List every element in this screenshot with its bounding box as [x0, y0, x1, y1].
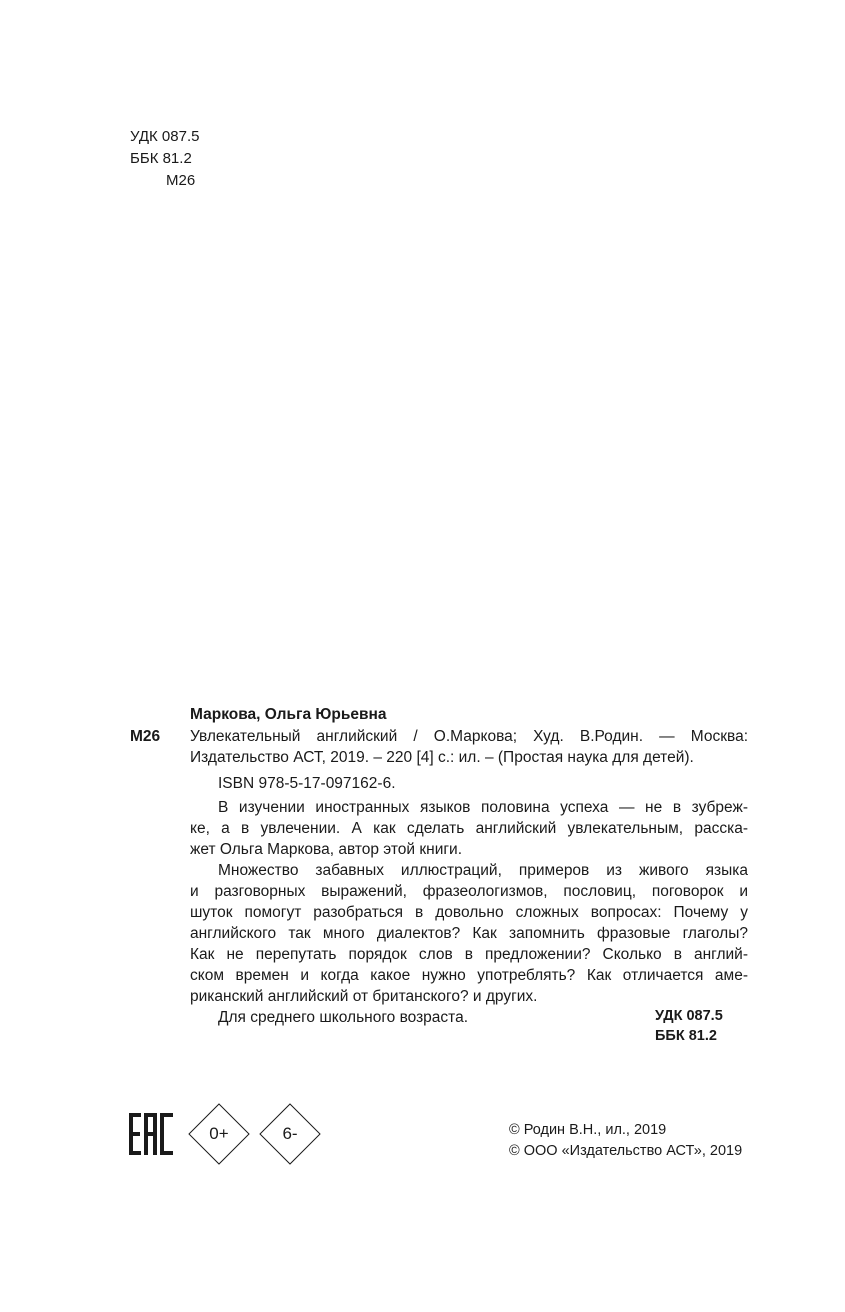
author-name: Маркова, Ольга Юрьевна — [190, 706, 387, 723]
annotation-line: В изучении иностранных языков половина успеха — не в зубреж- — [218, 799, 748, 816]
annotation-line: Для среднего школьного возраста. — [218, 1009, 469, 1026]
annotation-line: английского так много диалектов? Как запомнить фразовые глаголы? — [190, 925, 748, 942]
age-rating-badge-6 — [259, 1103, 321, 1165]
age-rating-badge-0 — [188, 1103, 250, 1165]
annotation-line: риканский английский от британского? и других. — [190, 988, 538, 1005]
copyright-illustrator: © Родин В.Н., ил., 2019 — [509, 1122, 667, 1138]
top-bbk-code: ББК 81.2 — [130, 150, 192, 167]
biblio-line: Увлекательный английский / О.Маркова; Худ. В.Родин. — Москва: — [190, 728, 748, 745]
annotation-line: ке, а в увлечении. А как сделать английский увлекательным, расска- — [190, 820, 748, 837]
biblio-line: Издательство АСТ, 2019. – 220 [4] с.: ил. – (Простая наука для детей). — [190, 749, 694, 766]
top-udk-code: УДК 087.5 — [130, 128, 200, 145]
annotation-line: жет Ольга Маркова, автор этой книги. — [190, 841, 462, 858]
annotation-line: ском времен и когда какое нужно употреблять? Как отличается аме- — [190, 967, 748, 984]
top-classification-codes — [130, 126, 199, 192]
age-rating-label: 6- — [282, 1124, 298, 1143]
eac-logo-icon — [128, 1112, 174, 1156]
annotation-line: Множество забавных иллюстраций, примеров из живого языка — [218, 862, 748, 879]
copyright-notice — [509, 1120, 742, 1162]
bibliographic-description — [190, 726, 748, 768]
bottom-udk-code: УДК 087.5 — [655, 1008, 723, 1024]
annotation-line: шуток помогут разобраться в довольно сложных вопросах: Почему у — [190, 904, 748, 921]
copyright-publisher: © ООО «Издательство АСТ», 2019 — [509, 1143, 743, 1159]
annotation-line: Как не перепутать порядок слов в предложении? Сколько в англий- — [190, 946, 748, 963]
annotation-line: и разговорных выражений, фразеологизмов, пословиц, поговорок и — [190, 883, 748, 900]
isbn: ISBN 978-5-17-097162-6. — [218, 775, 396, 792]
top-author-sign: М26 — [166, 172, 196, 189]
annotation — [190, 797, 748, 1028]
author-mark: М26 — [130, 728, 161, 745]
bottom-bbk-code: ББК 81.2 — [655, 1028, 717, 1044]
bottom-classification-codes — [655, 1006, 723, 1046]
age-rating-label: 0+ — [209, 1124, 229, 1143]
